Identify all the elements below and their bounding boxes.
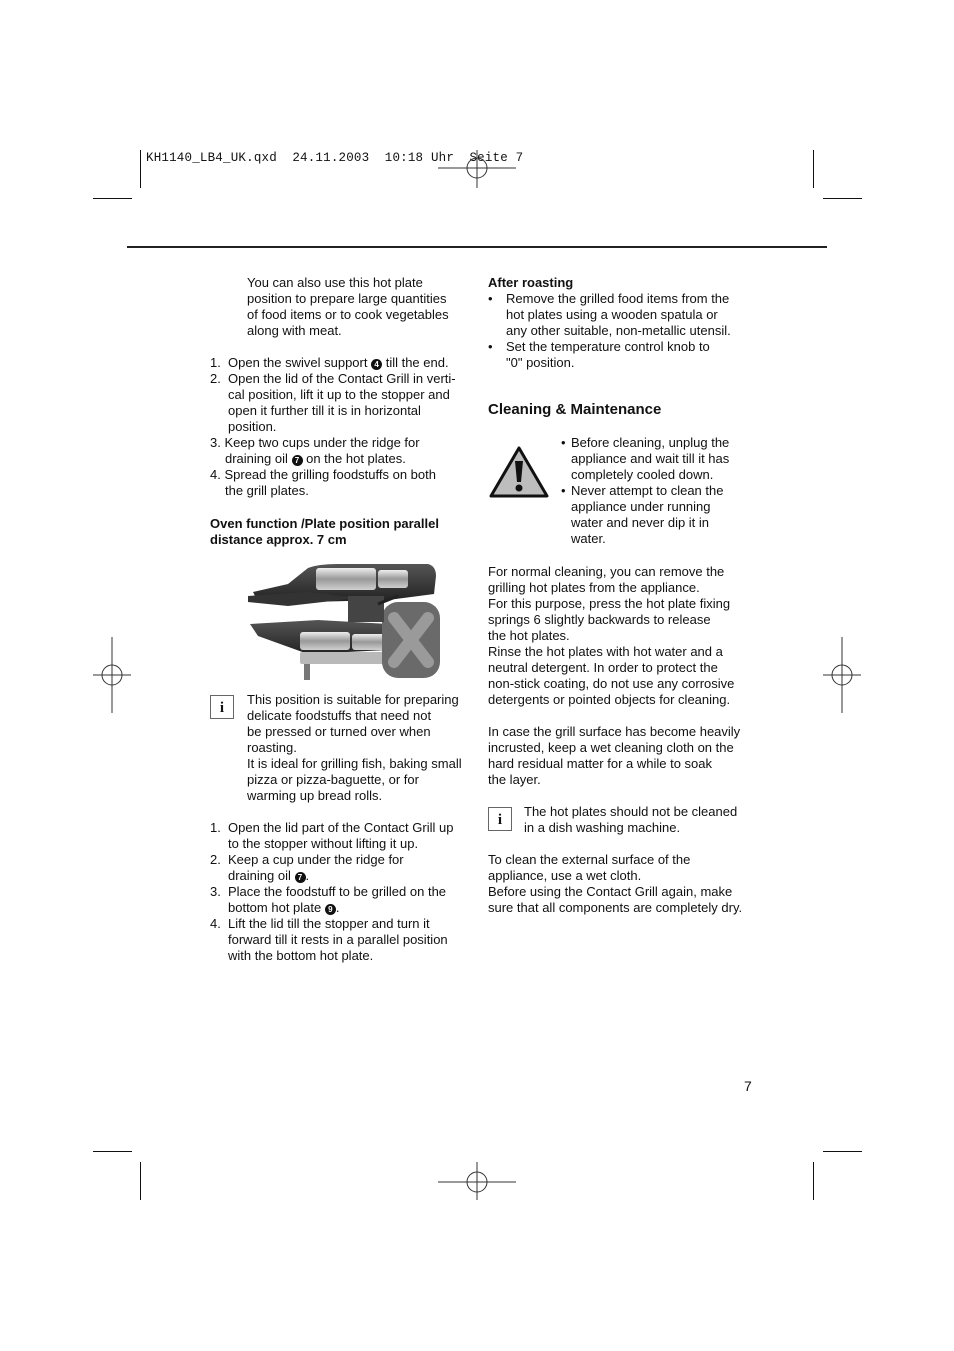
page-number: 7 xyxy=(744,1078,752,1094)
cleaning-paragraph-3: To clean the external surface of the appliance, use a wet cloth. Before using the Contact Grill again, make sure that all components are completely dry. xyxy=(488,852,743,915)
step-4: 4. Spread the grilling foodstuffs on both the grill plates. xyxy=(210,467,436,498)
intro-paragraph: You can also use this hot plate position to prepare large quantities of food items or to cook vegetables along with meat. xyxy=(247,275,449,338)
bullet-item: • Remove the grilled food items from the hot plates using a wooden spatula or any other suitable, non-metallic utensil. xyxy=(488,291,731,338)
oven-function-heading: Oven function /Plate position parallel distance approx. 7 cm xyxy=(210,516,439,547)
info-icon: i xyxy=(488,807,512,831)
bullet-item: • Before cleaning, unplug the appliance and wait till it has completely cooled down. xyxy=(561,435,730,482)
grill-photo xyxy=(248,562,442,680)
step-2: 2. Open the lid of the Contact Grill in verti- cal position, lift it up to the stopper and open it further till it is in horizontal position. xyxy=(210,371,456,434)
step-1: 1. Open the lid part of the Contact Grill up to the stopper without lifting it up. xyxy=(210,820,454,851)
ref-badge: 7 xyxy=(292,455,303,466)
step-3: 3. Keep two cups under the ridge for draining oil 7 on the hot plates. xyxy=(210,435,420,466)
steps-list-a xyxy=(210,355,470,499)
ref-badge: 9 xyxy=(325,904,336,915)
ref-badge: 7 xyxy=(295,872,306,883)
step-3: 3. Place the foodstuff to be grilled on the bottom hot plate 9 . xyxy=(210,884,447,915)
step-2: 2. Keep a cup under the ridge for draining oil 7 . xyxy=(210,852,404,883)
cleaning-paragraph-2: In case the grill surface has become heavily incrusted, keep a wet cleaning cloth on the hard residual matter for a while to soak the layer. xyxy=(488,724,741,787)
cleaning-paragraph-1: For normal cleaning, you can remove the grilling hot plates from the appliance. For this purpose, press the hot plate fixing springs 6 slightly backwards to release the hot plates. Rinse the hot plates with hot water and a neutral detergent. In order to protect the non-stick coating, do not use any corrosive detergents or pointed objects for cleaning. xyxy=(488,564,735,707)
cleaning-heading: Cleaning & Maintenance xyxy=(488,401,662,418)
info-icon: i xyxy=(210,695,234,719)
step-4: 4. Lift the lid till the stopper and turn it forward till it rests in a parallel position with the bottom hot plate. xyxy=(210,916,448,963)
warning-notes xyxy=(561,435,761,547)
info-note-left: This position is suitable for preparing delicate foodstuffs that need not be pressed or turned over when roasting. It is ideal for grilling fish, baking small pizza or pizza-baguette, or for warming up bread rolls. xyxy=(247,692,462,803)
steps-list-b xyxy=(210,820,470,964)
bullet-item: • Set the temperature control knob to "0" position. xyxy=(488,339,710,370)
warning-icon xyxy=(488,445,550,499)
ref-badge: 4 xyxy=(371,359,382,370)
after-roasting-section xyxy=(488,275,756,371)
info-note-right: The hot plates should not be cleaned in a dish washing machine. xyxy=(524,804,738,835)
after-roasting-title: After roasting xyxy=(488,275,574,290)
header-rule xyxy=(127,246,827,248)
step-1: 1. Open the swivel support 4 till the end. xyxy=(210,355,449,370)
file-slug: KH1140_LB4_UK.qxd 24.11.2003 10:18 Uhr Seite 7 xyxy=(146,151,524,165)
bullet-item: • Never attempt to clean the appliance under running water and never dip it in water. xyxy=(561,483,724,546)
